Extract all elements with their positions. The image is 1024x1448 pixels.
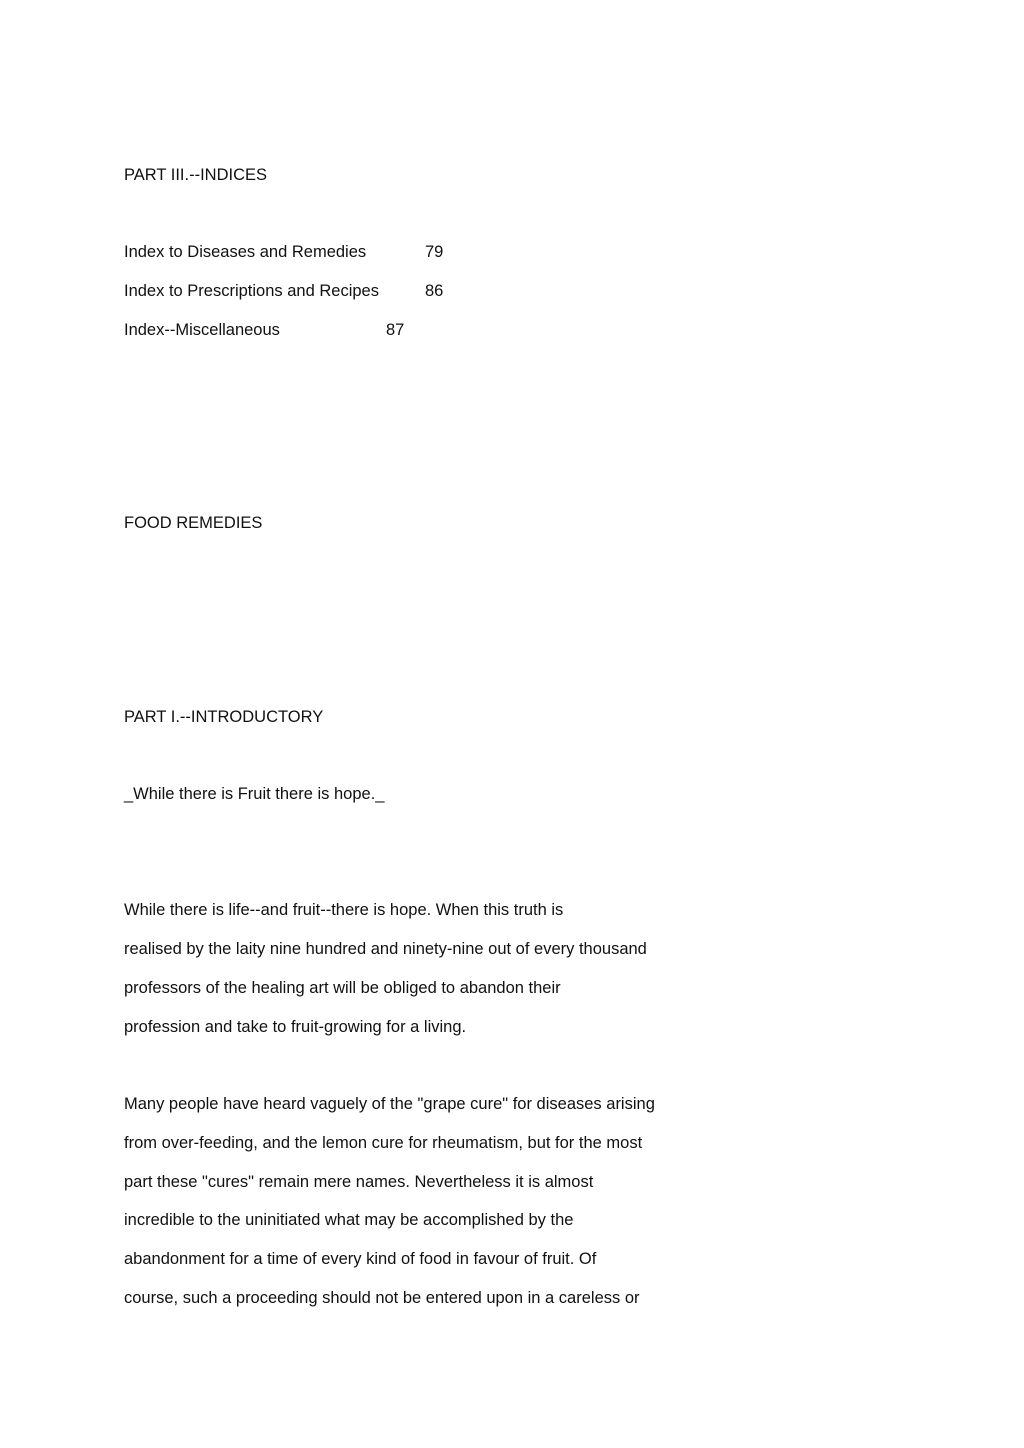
part1-motto: _While there is Fruit there is hope._ — [124, 785, 385, 803]
paragraph1-line: realised by the laity nine hundred and ninety-nine out of every thousand — [124, 940, 647, 958]
paragraph2-line: abandonment for a time of every kind of food in favour of fruit. Of — [124, 1250, 597, 1268]
index-entry-miscellaneous: Index--Miscellaneous — [124, 321, 280, 339]
paragraph1-line: profession and take to fruit-growing for a living. — [124, 1018, 467, 1036]
index-entry-prescriptions: Index to Prescriptions and Recipes — [124, 282, 379, 300]
paragraph2-line: part these "cures" remain mere names. Nevertheless it is almost — [124, 1173, 594, 1191]
paragraph2-line: course, such a proceeding should not be entered upon in a careless or — [124, 1289, 640, 1307]
index-page-prescriptions: 86 — [425, 282, 444, 300]
paragraph1-line: While there is life--and fruit--there is hope. When this truth is — [124, 901, 564, 919]
index-page-diseases: 79 — [425, 243, 444, 261]
paragraph1-line: professors of the healing art will be obliged to abandon their — [124, 979, 561, 997]
index-entry-diseases: Index to Diseases and Remedies — [124, 243, 367, 261]
paragraph2-line: Many people have heard vaguely of the "grape cure" for diseases arising — [124, 1095, 655, 1113]
part3-heading: PART III.--INDICES — [124, 166, 268, 184]
index-page-miscellaneous: 87 — [386, 321, 405, 339]
paragraph2-line: incredible to the uninitiated what may be accomplished by the — [124, 1211, 574, 1229]
paragraph2-line: from over-feeding, and the lemon cure for rheumatism, but for the most — [124, 1134, 643, 1152]
part1-heading: PART I.--INTRODUCTORY — [124, 708, 324, 726]
book-title: FOOD REMEDIES — [124, 514, 263, 532]
